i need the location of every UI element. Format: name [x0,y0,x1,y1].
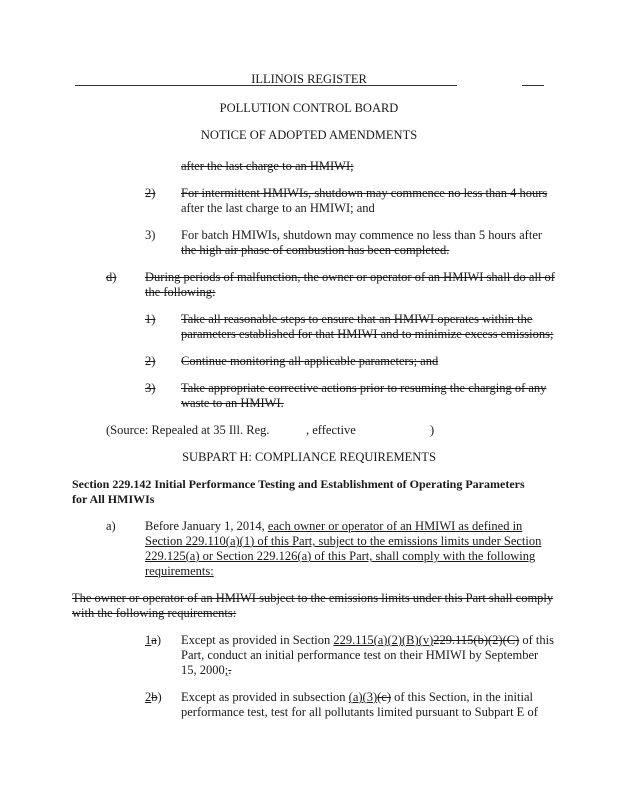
item-2b-number-close: ) [157,690,162,704]
item-1-number-close: ) [156,633,161,647]
item-2-line-2: after the last charge to an HMIWI; and [181,201,375,215]
subsection-a-line-2: Section 229.110(a)(1) of this Part, subject to the emissions limits under Section [145,534,542,548]
d3-line-2: waste to an HMIWI. [181,396,284,410]
item-3-line-2: the high air phase of combustion has been completed. [181,243,450,257]
source-note-end: ) [430,423,435,437]
notice-heading: NOTICE OF ADOPTED AMENDMENTS [200,128,418,142]
item-1-number-new: 1 [145,633,152,647]
item-1-line-3-new: ; [224,663,229,677]
section-heading-line-1: Section 229.142 Initial Performance Testing and Establishment of Operating Parameters [72,477,525,491]
item-2b-number-old: b [151,690,158,704]
item-2b-number [145,690,162,705]
subpart-heading: SUBPART H: COMPLIANCE REQUIREMENTS [182,450,436,464]
d1-number: 1) [145,312,156,326]
item-1-line-1 [181,633,554,648]
item-3-line-1: For batch HMIWIs, shutdown may commence no less than 5 hours after [181,228,543,242]
d3-number: 3) [145,381,156,395]
item-1-line-1-pre: Except as provided in Section [181,633,334,647]
deleted-intro-line-1: The owner or operator of an HMIWI subject to the emissions limits under this Part shall comply [72,591,554,605]
item-2b-line-1-old: (c) [377,690,391,704]
d1-line-2: parameters established for that HMIWI and to minimize excess emissions; [181,327,554,341]
item-2-line-1 [181,186,547,201]
subsection-a-line-3: 229.125(a) or Section 229.126(a) of this Part, shall comply with the following [145,549,536,563]
subsection-d-label: d) [106,270,117,284]
item-2b-number-new: 2 [145,690,152,704]
item-1-number-old: a [151,633,157,647]
section-heading-line-2: for All HMIWIs [72,492,155,506]
d1-line-1: Take all reasonable steps to ensure that an HMIWI operates within the [181,312,533,326]
item-2b-line-2: performance test, test for all pollutants limited pursuant to Subpart E of [181,705,538,719]
item-1-line-3-pre: 15, 2000 [181,663,225,677]
continuation-line: after the last charge to an HMIWI; [181,159,354,173]
subsection-a-line-1 [145,519,522,534]
register-heading: ILLINOIS REGISTER [251,72,367,86]
d2-number: 2) [145,354,156,368]
item-2b-line-1-pre: Except as provided in subsection [181,690,349,704]
item-2-number: 2) [145,186,156,200]
item-1-line-3 [181,663,231,678]
item-1-line-1-post: of this [519,633,554,647]
item-1-number [145,633,161,648]
subsection-a-line-1-pre: Before January 1, 2014, [145,519,268,533]
source-note-start: (Source: Repealed at 35 Ill. Reg. [106,423,270,437]
d2-line-1: Continue monitoring all applicable parameters; and [181,354,439,368]
subsection-a-line-1-new: each owner or operator of an HMIWI as defined in [267,519,523,533]
item-1-line-1-new: 229.115(a)(2)(B)(v) [333,633,434,647]
item-1-line-2: Part, conduct an initial performance test on their HMIWI by September [181,648,539,662]
item-3-number: 3) [145,228,156,242]
item-2b-line-1 [181,690,533,705]
subsection-a-line-4: requirements: [145,564,214,578]
board-heading: POLLUTION CONTROL BOARD [219,101,399,115]
d3-line-1: Take appropriate corrective actions prior to resuming the charging of any [181,381,547,395]
subsection-a-label: a) [106,519,116,533]
item-1-line-3-old: . [228,663,232,677]
deleted-intro-line-2: with the following requirements: [72,606,237,620]
item-1-line-1-old: 229.115(b)(2)(C) [433,633,520,647]
item-2b-line-1-post: of this Section, in the initial [391,690,533,704]
subsection-d-line-1: During periods of malfunction, the owner or operator of an HMIWI shall do all of [145,270,555,284]
subsection-d-line-2: the following: [145,285,216,299]
source-note-effective: , effective [306,423,356,437]
item-2b-line-1-new: (a)(3) [348,690,378,704]
item-2-line-1-text: For intermittent HMIWIs, shutdown may commence no less than 4 hours [181,186,548,200]
